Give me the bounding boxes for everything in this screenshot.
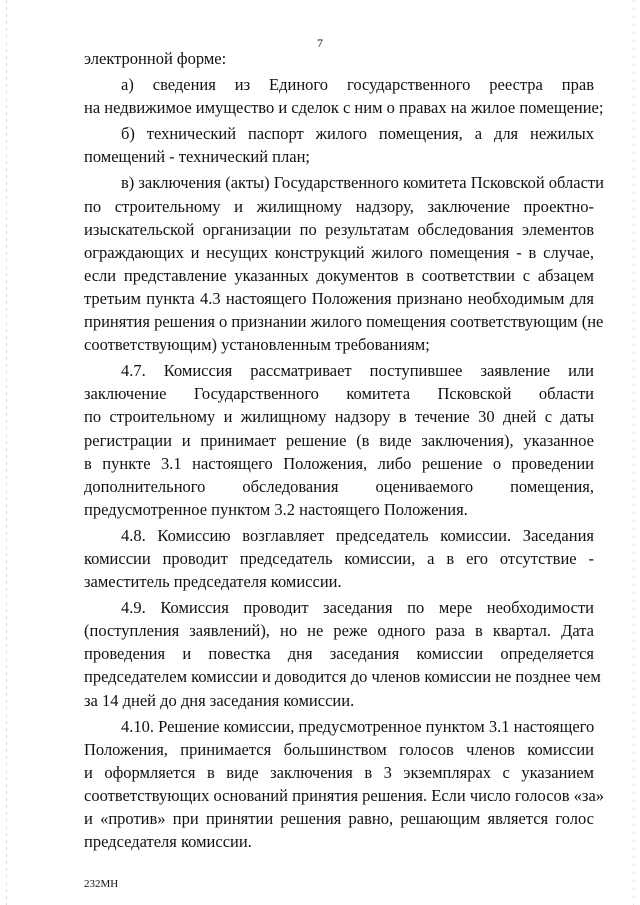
text-line: соответствующим) установленным требованиям; <box>84 335 430 355</box>
page-edge-left <box>6 0 7 905</box>
text-line: Положения, принимается большинством голосов членов комиссии <box>84 739 594 759</box>
paragraph <box>84 171 604 356</box>
text-line: если представление указанных документов в соответствии с абзацем <box>84 265 594 285</box>
text-line: по строительному и жилищному надзору в течение 30 дней с даты <box>84 407 594 427</box>
text-line: и оформляется в виде заключения в 3 экземплярах с указанием <box>84 762 594 782</box>
text-line: дополнительного обследования оцениваемого помещения, <box>84 476 594 496</box>
text-line: по строительному и жилищному надзору, заключение проектно- <box>84 196 594 216</box>
text-line: регистрации и принимает решение (в виде заключения), указанное <box>84 430 594 450</box>
page-edge-right <box>633 0 634 905</box>
paragraph <box>84 73 604 119</box>
paragraph <box>84 359 594 521</box>
document-code: 232МН <box>84 878 119 890</box>
paragraph <box>84 122 594 168</box>
text-line: и «против» при принятии решения равно, решающим является голос <box>84 809 594 828</box>
text-line: ограждающих и несущих конструкций жилого помещения - в случае, <box>84 242 594 262</box>
text-line: заместитель председателя комиссии. <box>84 572 342 592</box>
paragraph <box>84 596 601 711</box>
text-line: председателя комиссии. <box>84 832 252 852</box>
text-line: за 14 дней до дня заседания комиссии. <box>84 690 355 710</box>
text-line: 4.7. Комиссия рассматривает поступившее заявление или <box>121 361 594 381</box>
text-line: б) технический паспорт жилого помещения, а для нежилых <box>121 124 594 144</box>
text-line: принятия решения о признании жилого помещения соответствующим (не <box>84 312 604 332</box>
paragraph <box>84 524 594 593</box>
text-line: 4.10. Решение комиссии, предусмотренное пунктом 3.1 настоящего <box>121 716 595 736</box>
text-line: 4.8. Комиссию возглавляет председатель комиссии. Заседания <box>121 525 594 545</box>
text-line: 4.9. Комиссия проводит заседания по мере необходимости <box>121 598 594 618</box>
text-line: предусмотренное пунктом 3.2 настоящего Положения. <box>84 499 468 519</box>
page-number: 7 <box>317 36 323 50</box>
text-line: проведения и повестка дня заседания комиссии определяется <box>84 644 594 664</box>
text-line: изыскательской организации по результатам обследования элементов <box>84 219 594 239</box>
text-line: помещений - технический план; <box>84 147 310 167</box>
text-line: в пункте 3.1 настоящего Положения, либо решение о проведении <box>84 453 594 473</box>
text-line: заключение Государственного комитета Псковской области <box>84 384 594 404</box>
text-line: комиссии проводит председатель комиссии, а в его отсутствие - <box>84 548 594 568</box>
text-line: на недвижимое имущество и сделок с ним о правах на жилое помещение; <box>84 98 604 118</box>
text-line: соответствующих оснований принятия решения. Если число голосов «за» <box>84 785 605 805</box>
paragraph <box>84 47 594 70</box>
text-line: третьим пункта 4.3 настоящего Положения признано необходимым для <box>84 288 594 308</box>
document-body <box>84 47 605 856</box>
text-line: а) сведения из Единого государственного реестра прав <box>121 75 594 95</box>
text-line: электронной форме: <box>84 49 227 68</box>
text-line: председателем комиссии и доводится до членов комиссии не позднее чем <box>84 667 601 687</box>
paragraph <box>84 715 605 854</box>
text-line: в) заключения (акты) Государственного комитета Псковской области <box>121 173 604 193</box>
text-line: (поступления заявлений), но не реже одного раза в квартал. Дата <box>84 621 594 641</box>
